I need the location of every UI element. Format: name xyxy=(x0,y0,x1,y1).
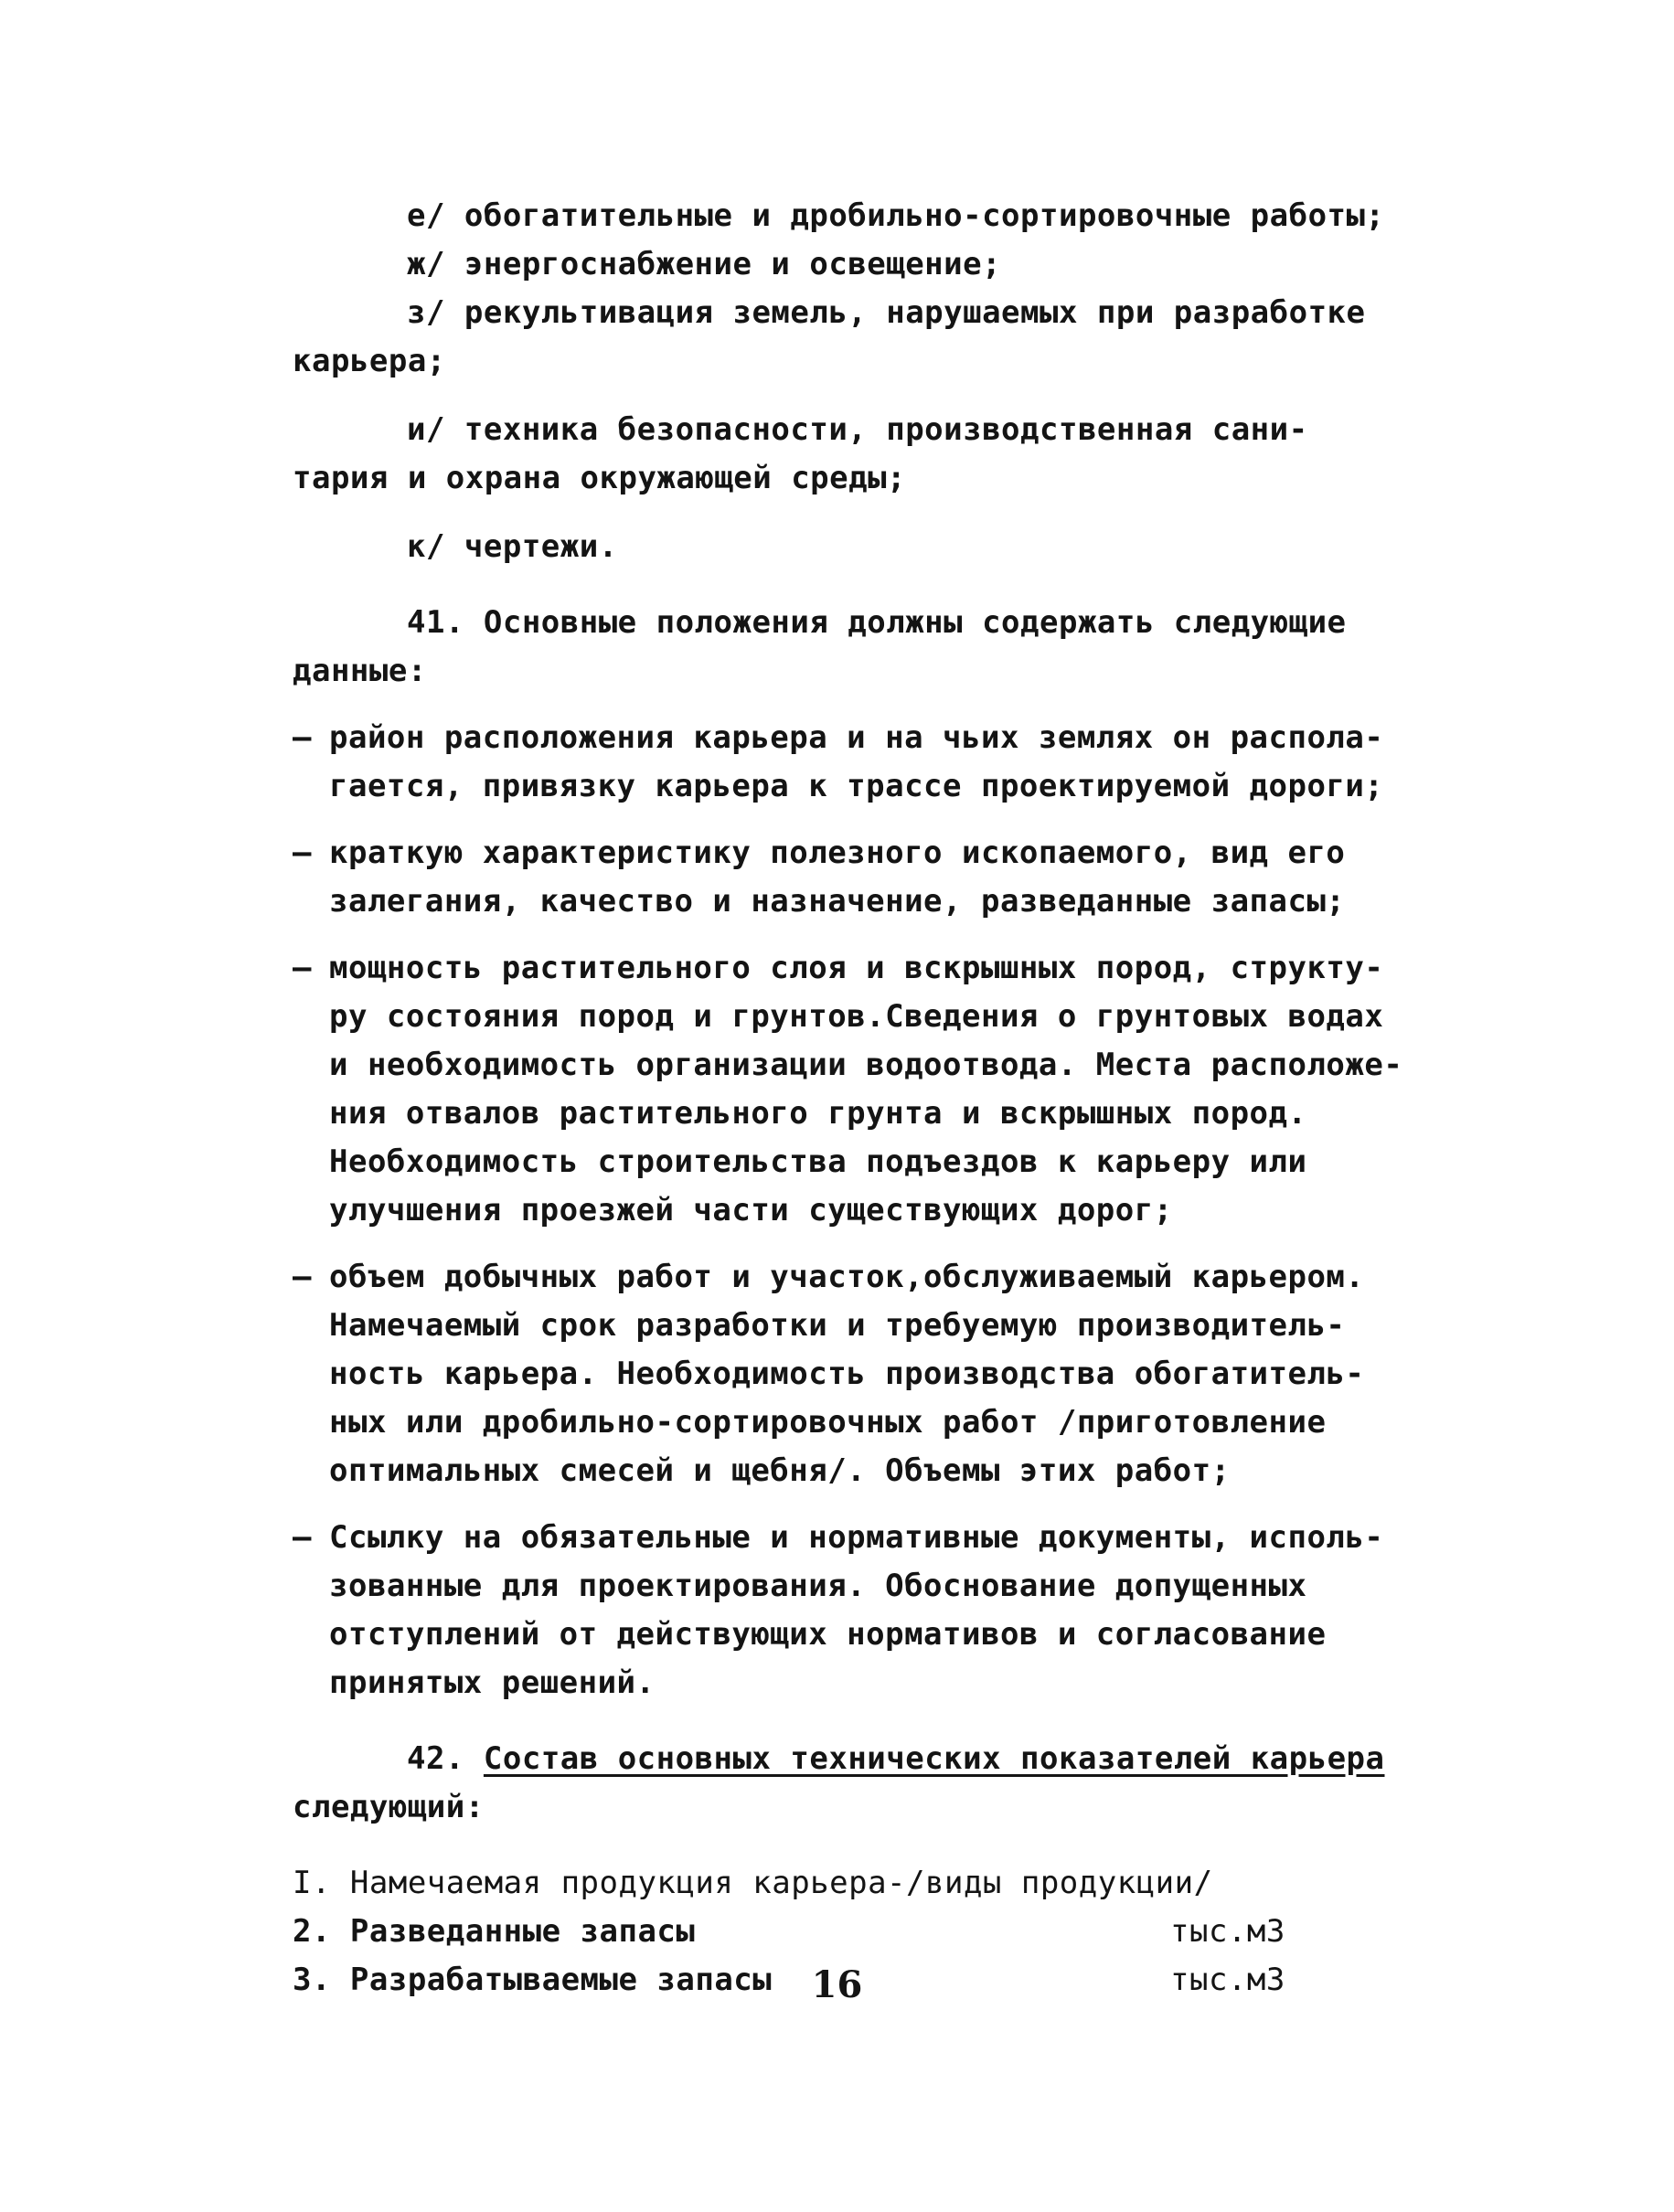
bullet-line: отступлений от действующих нормативов и согласование xyxy=(329,1616,1327,1653)
bullet-line: ния отвалов растительного грунта и вскрышных пород. xyxy=(329,1095,1307,1132)
list-item-i-cont: тария и охрана окружающей среды; xyxy=(293,460,907,496)
bullet-line: объем добычных работ и участок,обслуживаемый карьером. xyxy=(329,1259,1365,1295)
list-item-zh: ж/ энергоснабжение и освещение; xyxy=(407,246,1002,282)
bullet-line: зованные для проектирования. Обоснование допущенных xyxy=(329,1568,1307,1604)
section-42-title: Состав основных технических показателей карьера xyxy=(483,1740,1385,1777)
section-41-heading-cont: данные: xyxy=(293,653,427,689)
bullet-location xyxy=(293,714,1408,811)
dash-icon: – xyxy=(293,835,312,871)
bullet-line: принятых решений. xyxy=(329,1664,656,1701)
page-text xyxy=(293,192,1408,2005)
bullet-mineral xyxy=(293,829,1408,926)
bullet-line: ру состояния пород и грунтов.Сведения о грунтовых водах xyxy=(329,998,1384,1035)
dash-icon: – xyxy=(293,950,312,986)
indicator-label: 3. Разрабатываемые запасы xyxy=(293,1962,773,1998)
bullet-soil xyxy=(293,944,1408,1235)
bullet-line: Намечаемый срок разработки и требуемую производитель- xyxy=(329,1307,1346,1344)
bullet-line: мощность растительного слоя и вскрышных пород, структу- xyxy=(329,950,1384,986)
indicator-row xyxy=(293,1908,1408,1956)
list-item-z: з/ рекультивация земель, нарушаемых при разработке xyxy=(407,294,1366,331)
bullet-references xyxy=(293,1514,1408,1707)
section-42-heading xyxy=(293,1735,1408,1783)
indicator-label: 2. Разведанные запасы xyxy=(293,1913,696,1950)
list-item-e: е/ обогатительные и дробильно-сортировочные работы; xyxy=(407,197,1385,234)
bullet-line: Ссылку на обязательные и нормативные документы, исполь- xyxy=(329,1519,1384,1556)
indicator-label: I. Намечаемая продукция карьера-/виды продукции/ xyxy=(293,1865,1213,1901)
bullet-line: ных или дробильно-сортировочных работ /приготовление xyxy=(329,1404,1327,1441)
dash-icon: – xyxy=(293,1519,312,1556)
bullet-line: ность карьера. Необходимость производства обогатитель- xyxy=(329,1356,1365,1392)
list-item-i: и/ техника безопасности, производственная сани- xyxy=(407,411,1308,448)
bullet-line: Необходимость строительства подъездов к карьеру или xyxy=(329,1143,1307,1180)
bullet-line: район расположения карьера и на чьих землях он распола- xyxy=(329,719,1384,756)
bullet-line: краткую характеристику полезного ископаемого, вид его xyxy=(329,835,1346,871)
indicator-unit: тыс.м3 xyxy=(1170,1962,1285,1998)
bullet-volume xyxy=(293,1253,1408,1495)
bullet-line: и необходимость организации водоотвода. Места расположе- xyxy=(329,1047,1403,1083)
dash-icon: – xyxy=(293,1259,312,1295)
section-42-heading-cont: следующий: xyxy=(293,1789,485,1825)
list-item-z-cont: карьера; xyxy=(293,343,446,379)
section-41-heading: 41. Основные положения должны содержать следующие xyxy=(407,604,1347,641)
indicator-row xyxy=(293,1859,1408,1908)
bullet-line: оптимальных смесей и щебня/. Объемы этих работ; xyxy=(329,1452,1231,1489)
bullet-line: залегания, качество и назначение, разведанные запасы; xyxy=(329,883,1346,920)
section-42-number: 42. xyxy=(407,1740,464,1777)
page-number: 16 xyxy=(811,1963,863,2006)
bullet-line: улучшения проезжей части существующих дорог; xyxy=(329,1192,1173,1228)
dash-icon: – xyxy=(293,719,312,756)
bullet-line: гается, привязку карьера к трассе проектируемой дороги; xyxy=(329,768,1384,804)
indicator-unit: тыс.м3 xyxy=(1170,1913,1285,1950)
list-item-k: к/ чертежи. xyxy=(407,528,618,565)
